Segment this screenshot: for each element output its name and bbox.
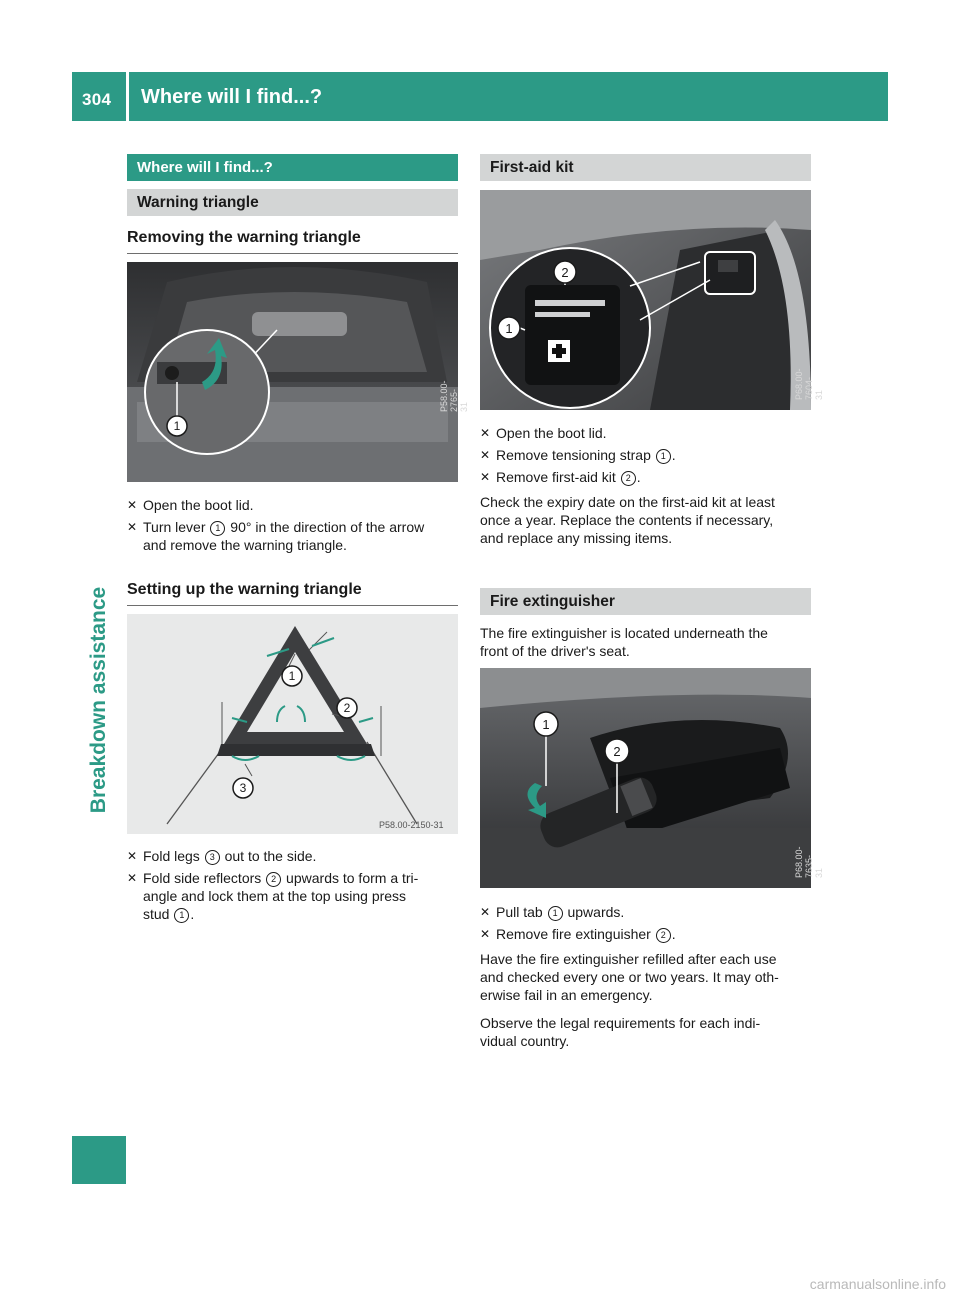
first-aid-heading: First-aid kit	[480, 154, 811, 181]
svg-text:2: 2	[561, 265, 569, 280]
watermark: carmanualsonline.info	[809, 1276, 946, 1292]
callout-3-icon: 3	[205, 850, 220, 865]
figure-code: P68.00-7604-31	[794, 368, 824, 400]
header-divider	[126, 72, 129, 121]
step-item: ✕ Fold legs 3 out to the side.	[127, 848, 317, 864]
svg-text:2: 2	[343, 701, 351, 715]
step-item: ✕ Pull tab 1 upwards.	[480, 904, 625, 920]
fire-extinguisher-illustration	[480, 668, 811, 888]
setting-up-heading: Setting up the warning triangle	[127, 581, 458, 606]
step-arrow-icon: ✕	[480, 448, 491, 462]
figure-code: P58.00-2765-31	[439, 380, 469, 412]
step-arrow-icon: ✕	[480, 905, 491, 919]
subsection-heading: Warning triangle	[127, 189, 458, 216]
svg-text:3: 3	[239, 781, 247, 795]
step-arrow-icon: ✕	[480, 927, 491, 941]
step-arrow-icon: ✕	[127, 498, 138, 512]
step-item: ✕ Open the boot lid.	[480, 425, 607, 441]
figure-code: P58.00-2150-31	[379, 820, 444, 830]
svg-text:1: 1	[173, 419, 181, 433]
removing-heading: Removing the warning triangle	[127, 229, 458, 254]
svg-text:1: 1	[542, 717, 550, 732]
first-aid-note: Check the expiry date on the first-aid kit at least once a year. Replace the contents if necessary, and replace any missing items.	[480, 494, 775, 546]
step-item: ✕ Open the boot lid.	[127, 497, 254, 513]
page-number: 304	[82, 90, 112, 109]
boot-lid-figure	[127, 262, 469, 482]
step-arrow-icon: ✕	[480, 470, 491, 484]
callout-1-icon: 1	[174, 908, 189, 923]
step-item: ✕ Remove fire extinguisher 2 .	[480, 926, 676, 942]
callout-2-icon: 2	[621, 471, 636, 486]
callout-2-icon: 2	[656, 928, 671, 943]
step-arrow-icon: ✕	[127, 520, 138, 534]
step-item: ✕ Turn lever 1 90° in the direction of the arrow	[127, 519, 425, 535]
callout-1-icon: 1	[656, 449, 671, 464]
step-item: ✕ Fold side reflectors 2 upwards to form a tri-	[127, 870, 419, 886]
svg-text:1: 1	[288, 669, 296, 683]
chapter-side-block	[72, 1136, 126, 1184]
step-continuation: stud 1 .	[143, 906, 195, 922]
step-continuation: angle and lock them at the top using press	[143, 888, 407, 904]
step-item: ✕ Remove tensioning strap 1 .	[480, 447, 676, 463]
svg-text:2: 2	[613, 744, 621, 759]
chapter-side-label: Breakdown assistance	[87, 586, 110, 814]
callout-2-icon: 2	[266, 872, 281, 887]
step-arrow-icon: ✕	[127, 849, 138, 863]
boot-lid-illustration	[127, 262, 458, 482]
first-aid-figure	[480, 190, 824, 410]
legal-note: Observe the legal requirements for each indi- vidual country.	[480, 1015, 761, 1049]
fire-note: Have the fire extinguisher refilled after each use and checked every one or two years. It may oth- erwise fail in an emergency.	[480, 951, 779, 1003]
step-arrow-icon: ✕	[127, 871, 138, 885]
warning-triangle-figure	[127, 614, 458, 834]
callout-1-icon: 1	[548, 906, 563, 921]
step-arrow-icon: ✕	[480, 426, 491, 440]
section-heading: Where will I find...?	[127, 154, 458, 181]
fire-intro: The fire extinguisher is located underneath the front of the driver's seat.	[480, 625, 768, 659]
warning-triangle-illustration	[127, 614, 458, 834]
first-aid-illustration	[480, 190, 811, 410]
page-title: Where will I find...?	[141, 86, 323, 108]
callout-1-icon: 1	[210, 521, 225, 536]
figure-code: P68.00-7635-31	[794, 846, 824, 878]
svg-text:1: 1	[505, 321, 513, 336]
step-item: ✕ Remove first-aid kit 2 .	[480, 469, 641, 485]
step-continuation: and remove the warning triangle.	[143, 537, 347, 553]
fire-extinguisher-heading: Fire extinguisher	[480, 588, 811, 615]
fire-extinguisher-figure	[480, 668, 824, 888]
